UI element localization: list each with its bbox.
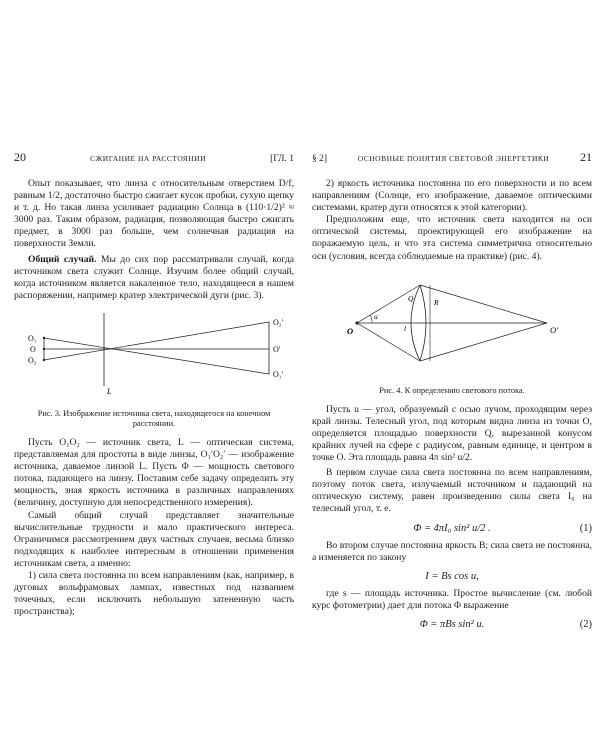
left-page <box>14 150 294 618</box>
right-page-header <box>312 150 592 166</box>
right-page <box>312 150 592 636</box>
paragraph-first-case: В первом случае сила света постоянна по всем направлениям, поэтому поток света, излучаемый источником и падающий на оптическую систему, равен произведению силы света I₀ на телесный угол, т. е. <box>312 467 592 515</box>
fig4-label-l: l <box>404 323 407 333</box>
figure-3-diagram <box>14 308 294 400</box>
figure-3 <box>14 308 294 405</box>
left-page-header <box>14 150 294 166</box>
figure-4-diagram <box>312 269 592 377</box>
paragraph-axis-assumption: Предположим еще, что источник света находится на оси оптической системы, проектирующей его изображение на поражаемую цель, и что эта система симметрична относительно оси (условия, всегда соблюдаемые на практике) (рис. 4). <box>312 214 592 262</box>
paragraph-source-area: где s — площадь источника. Простое вычисление (см. любой курс фотометрии) дает для потока Φ выражение <box>312 587 592 611</box>
paragraph-solid-angle: Пусть u — угол, образуемый с осью лучом, проходящим через край линзы. Телесный угол, под которым видна линза из точки O, определяется площадью поверхности Q, вырезанной конусом крайних лучей на сфере с радиусом, равным единице, и центром в точке O. Эта площадь равна 4π sin² u/2. <box>312 403 592 464</box>
formula-2-expression: Φ = πBs sin² u. <box>419 618 485 630</box>
fig3-label-o: O <box>30 344 36 354</box>
fig4-label-u: u <box>374 311 378 321</box>
paragraph-source-definition: Пусть O₁O₂ — источник света, L — оптическая система, представляемая для простоты в виде линзы, O₁′O₂′ — изображение источника, даваемое линзой L. Пусть Φ — мощность светового потока, падающего на линзу. Поставим себе задачу определить эту мощность, зная яркость источника в различных направлениях (величину, доступную для непосредственного измерения). <box>14 436 294 509</box>
fig4-label-o: O <box>347 325 354 336</box>
fig3-label-op: O′ <box>273 344 281 354</box>
fig3-label-o2: O₂ <box>28 355 37 365</box>
fig3-label-o1: O₁ <box>28 333 37 343</box>
fig3-label-o1p: O₁′ <box>273 369 284 379</box>
fig4-label-q: Q <box>408 293 414 303</box>
fig3-label-o2p: O₂′ <box>273 317 284 327</box>
paragraph-second-case: Во втором случае постоянна яркость B; сила света не постоянна, а изменяется по закону <box>312 539 592 563</box>
fig4-label-r: R <box>434 297 439 307</box>
formula-2 <box>312 617 592 632</box>
formula-intensity <box>312 569 592 584</box>
formula-2-number: (2) <box>579 618 592 630</box>
left-page-number: 20 <box>14 150 26 164</box>
left-chapter-mark: [ГЛ. 1 <box>270 154 294 164</box>
figure-4 <box>312 269 592 382</box>
formula-1-expression: Φ = 4πI₀ sin² u/2 . <box>413 522 491 534</box>
formula-1-number: (1) <box>579 522 592 534</box>
paragraph-general-case <box>14 254 294 302</box>
formula-1 <box>312 521 592 536</box>
left-running-title: СЖИГАНИЕ НА РАССТОЯНИИ <box>90 154 207 163</box>
fig3-label-lens: L <box>107 386 112 396</box>
right-page-number: 21 <box>580 150 592 164</box>
paragraph-case-two: 2) яркость источника постоянна по его поверхности и по всем направлениям (Солнце, его изображение, даваемое оптическими системами, кратер дуги относятся к этой категории). <box>312 178 592 214</box>
fig4-label-op: O′ <box>550 324 558 335</box>
formula-intensity-expression: I = Bs cos u, <box>425 570 479 582</box>
general-case-heading: Общий случай. <box>28 253 97 265</box>
right-running-title: ОСНОВНЫЕ ПОНЯТИЯ СВЕТОВОЙ ЭНЕРГЕТИКИ <box>357 154 550 163</box>
paragraph-lens-experiment: Опыт показывает, что линза с относительным отверстием D/f, равным 1/2, достаточно быстро сжигает кусок пробки, сухую щепку и т. д. Но такая линза усиливает радиацию Солнца в (110·1/2)² ≈ 3000 раз. Таким образом, радиация, позволяющая быстро сжигать предмет, в 3000 раз больше, чем солнечная радиация на поверхности Земли. <box>14 178 294 250</box>
right-section-mark: § 2] <box>312 154 328 164</box>
general-case-text: Мы до сих пор рассматривали случай, когда источником света служит Солнце. Изучим более общий случай, когда источником является накаленное тело, находящееся в нашем распоряжении, например кратер электрической дуги (рис. 3). <box>14 253 294 301</box>
figure-3-caption: Рис. 3. Изображение источника света, находящегося на конечном расстоянии. <box>37 408 271 428</box>
paragraph-general-difficulty: Самый общий случай представляет значительные вычислительные трудности и мало практического интереса. Ограничимся рассмотрением двух частных случаев, весьма близко подходящих к наиболее интересным в отношении применения источникам света, а именно: <box>14 509 294 569</box>
paragraph-case-one: 1) сила света постоянна по всем направлениям (как, например, в дуговых вольфрамовых лампах, известных под названием точечных, если исключить небольшую затененную часть пространства); <box>14 569 294 618</box>
figure-4-caption: Рис. 4. К определению светового потока. <box>379 385 525 395</box>
